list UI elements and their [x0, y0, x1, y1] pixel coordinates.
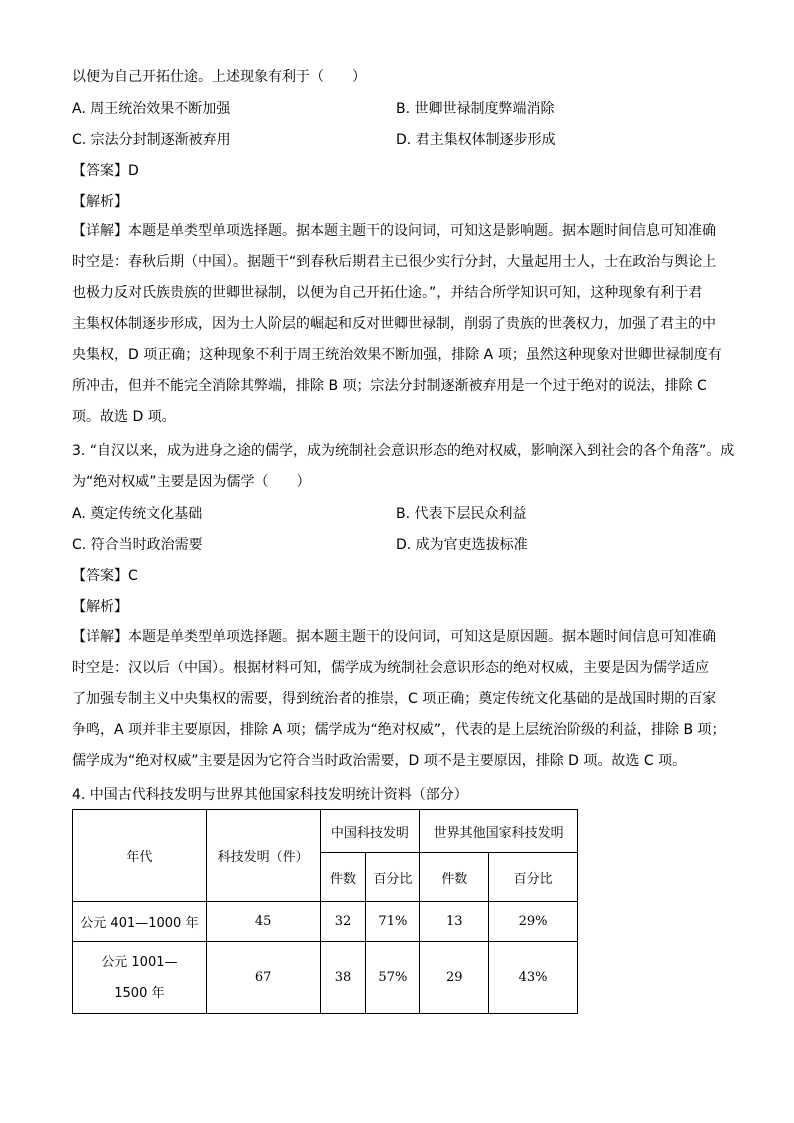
q2-option-b: B. 世卿世禄制度弊端消除: [396, 101, 555, 117]
q2-option-a: A. 周王统治效果不断加强: [72, 101, 231, 117]
q2-option-d: D. 君主集权体制逐步形成: [396, 132, 556, 148]
q2-option-c: C. 宗法分封制逐渐被弃用: [72, 132, 231, 148]
q3-detail: [72, 622, 724, 777]
q2-stem-end: 以便为自己开拓仕途。上述现象有利于（ ）: [72, 69, 366, 85]
q3-detail-line: 了加强专制主义中央集权的需要，得到统治者的推崇，C 项正确；奠定传统文化基础的是战国时期的百家: [72, 691, 717, 707]
q2-analysis-label: 【解析】: [72, 194, 128, 210]
cell-total: 67: [206, 942, 320, 1014]
q2-detail-line: 所冲击，但并不能完全消除其弊端，排除 B 项；宗法分封制逐渐被弃用是一个过于绝对的说法，排除 C: [72, 378, 707, 394]
cell-cn-count: 32: [320, 902, 366, 942]
cell-cn-pct: 57%: [366, 942, 420, 1014]
q2-detail-line: 央集权，D 项正确；这种现象不利于周王统治效果不断加强，排除 A 项；虽然这种现象对世卿世禄制度有: [72, 347, 722, 363]
header-world: 世界其他国家科技发明: [420, 810, 578, 853]
q3-stem-line: 为“绝对权威”主要是因为儒学（ ）: [72, 474, 311, 490]
q3-option-d: D. 成为官吏选拔标准: [396, 537, 528, 553]
cell-w-count: 13: [420, 902, 489, 942]
cell-w-count: 29: [420, 942, 489, 1014]
header-china: 中国科技发明: [320, 810, 420, 853]
table-row: [73, 902, 578, 942]
q2-options-row-1: [72, 100, 722, 118]
q3-option-b: B. 代表下层民众利益: [396, 506, 527, 522]
cell-cn-count: 38: [320, 942, 366, 1014]
q2-options-row-2: [72, 131, 722, 149]
cell-cn-pct: 71%: [366, 902, 420, 942]
header-w-count: 件数: [420, 853, 489, 902]
q3-answer: 【答案】C: [72, 568, 138, 584]
cell-w-pct: 43%: [489, 942, 578, 1014]
q3-option-a: A. 奠定传统文化基础: [72, 506, 203, 522]
q3-options-row-1: [72, 505, 722, 523]
q3-stem-line: 3. “自汉以来，成为进身之途的儒学，成为统制社会意识形态的绝对权威，影响深入到社会的各个角落”。成: [72, 443, 735, 459]
q2-detail-line: 时空是：春秋后期（中国）。据题干“到春秋后期君主已很少实行分封，大量起用士人，士在政治与舆论上: [72, 254, 717, 270]
q3-detail-line: 争鸣，A 项并非主要原因，排除 A 项；儒学成为“绝对权威”，代表的是上层统治阶级的利益，排除 B 项；: [72, 722, 726, 738]
cell-total: 45: [206, 902, 320, 942]
statistics-table: [72, 809, 578, 1014]
q2-detail-line: 项。故选 D 项。: [72, 409, 176, 425]
q2-detail-line: 【详解】本题是单类型单项选择题。据本题主题干的设问词，可知这是影响题。据本题时间信息可知准确: [72, 223, 716, 239]
cell-era: 公元 401—1000 年: [73, 902, 207, 942]
q3-detail-line: 【详解】本题是单类型单项选择题。据本题主题干的设问词，可知这是原因题。据本题时间信息可知准确: [72, 629, 716, 645]
header-w-pct: 百分比: [489, 853, 578, 902]
table-header-row: [73, 810, 578, 853]
cell-w-pct: 29%: [489, 902, 578, 942]
header-cn-pct: 百分比: [366, 853, 420, 902]
q3-detail-line: 儒学成为“绝对权威”主要是因为它符合当时政治需要，D 项不是主要原因，排除 D 项。故选 C 项。: [72, 753, 687, 769]
q3-analysis-label: 【解析】: [72, 599, 128, 615]
q2-detail-line: 也极力反对氏族贵族的世卿世禄制，以便为自己开拓仕途。”，并结合所学知识可知，这种现象有利于君: [72, 285, 703, 301]
header-cn-count: 件数: [320, 853, 366, 902]
q4-title: 4. 中国古代科技发明与世界其他国家科技发明统计资料（部分）: [72, 787, 468, 803]
table-row: [73, 942, 578, 1014]
q2-detail-line: 主集权体制逐步形成，因为士人阶层的崛起和反对世卿世禄制，削弱了贵族的世袭权力，加强了君主的中: [72, 316, 716, 332]
q3-detail-line: 时空是：汉以后（中国）。根据材料可知，儒学成为统制社会意识形态的绝对权威，主要是因为儒学适应: [72, 660, 709, 676]
cell-era: 公元 1001—1500 年: [73, 942, 207, 1014]
q2-detail: [72, 216, 724, 433]
header-total: 科技发明（件）: [206, 810, 320, 902]
q3-stem: [72, 436, 735, 498]
q3-options-row-2: [72, 536, 722, 554]
q3-option-c: C. 符合当时政治需要: [72, 537, 203, 553]
header-era: 年代: [73, 810, 207, 902]
q2-answer: 【答案】D: [72, 163, 139, 179]
